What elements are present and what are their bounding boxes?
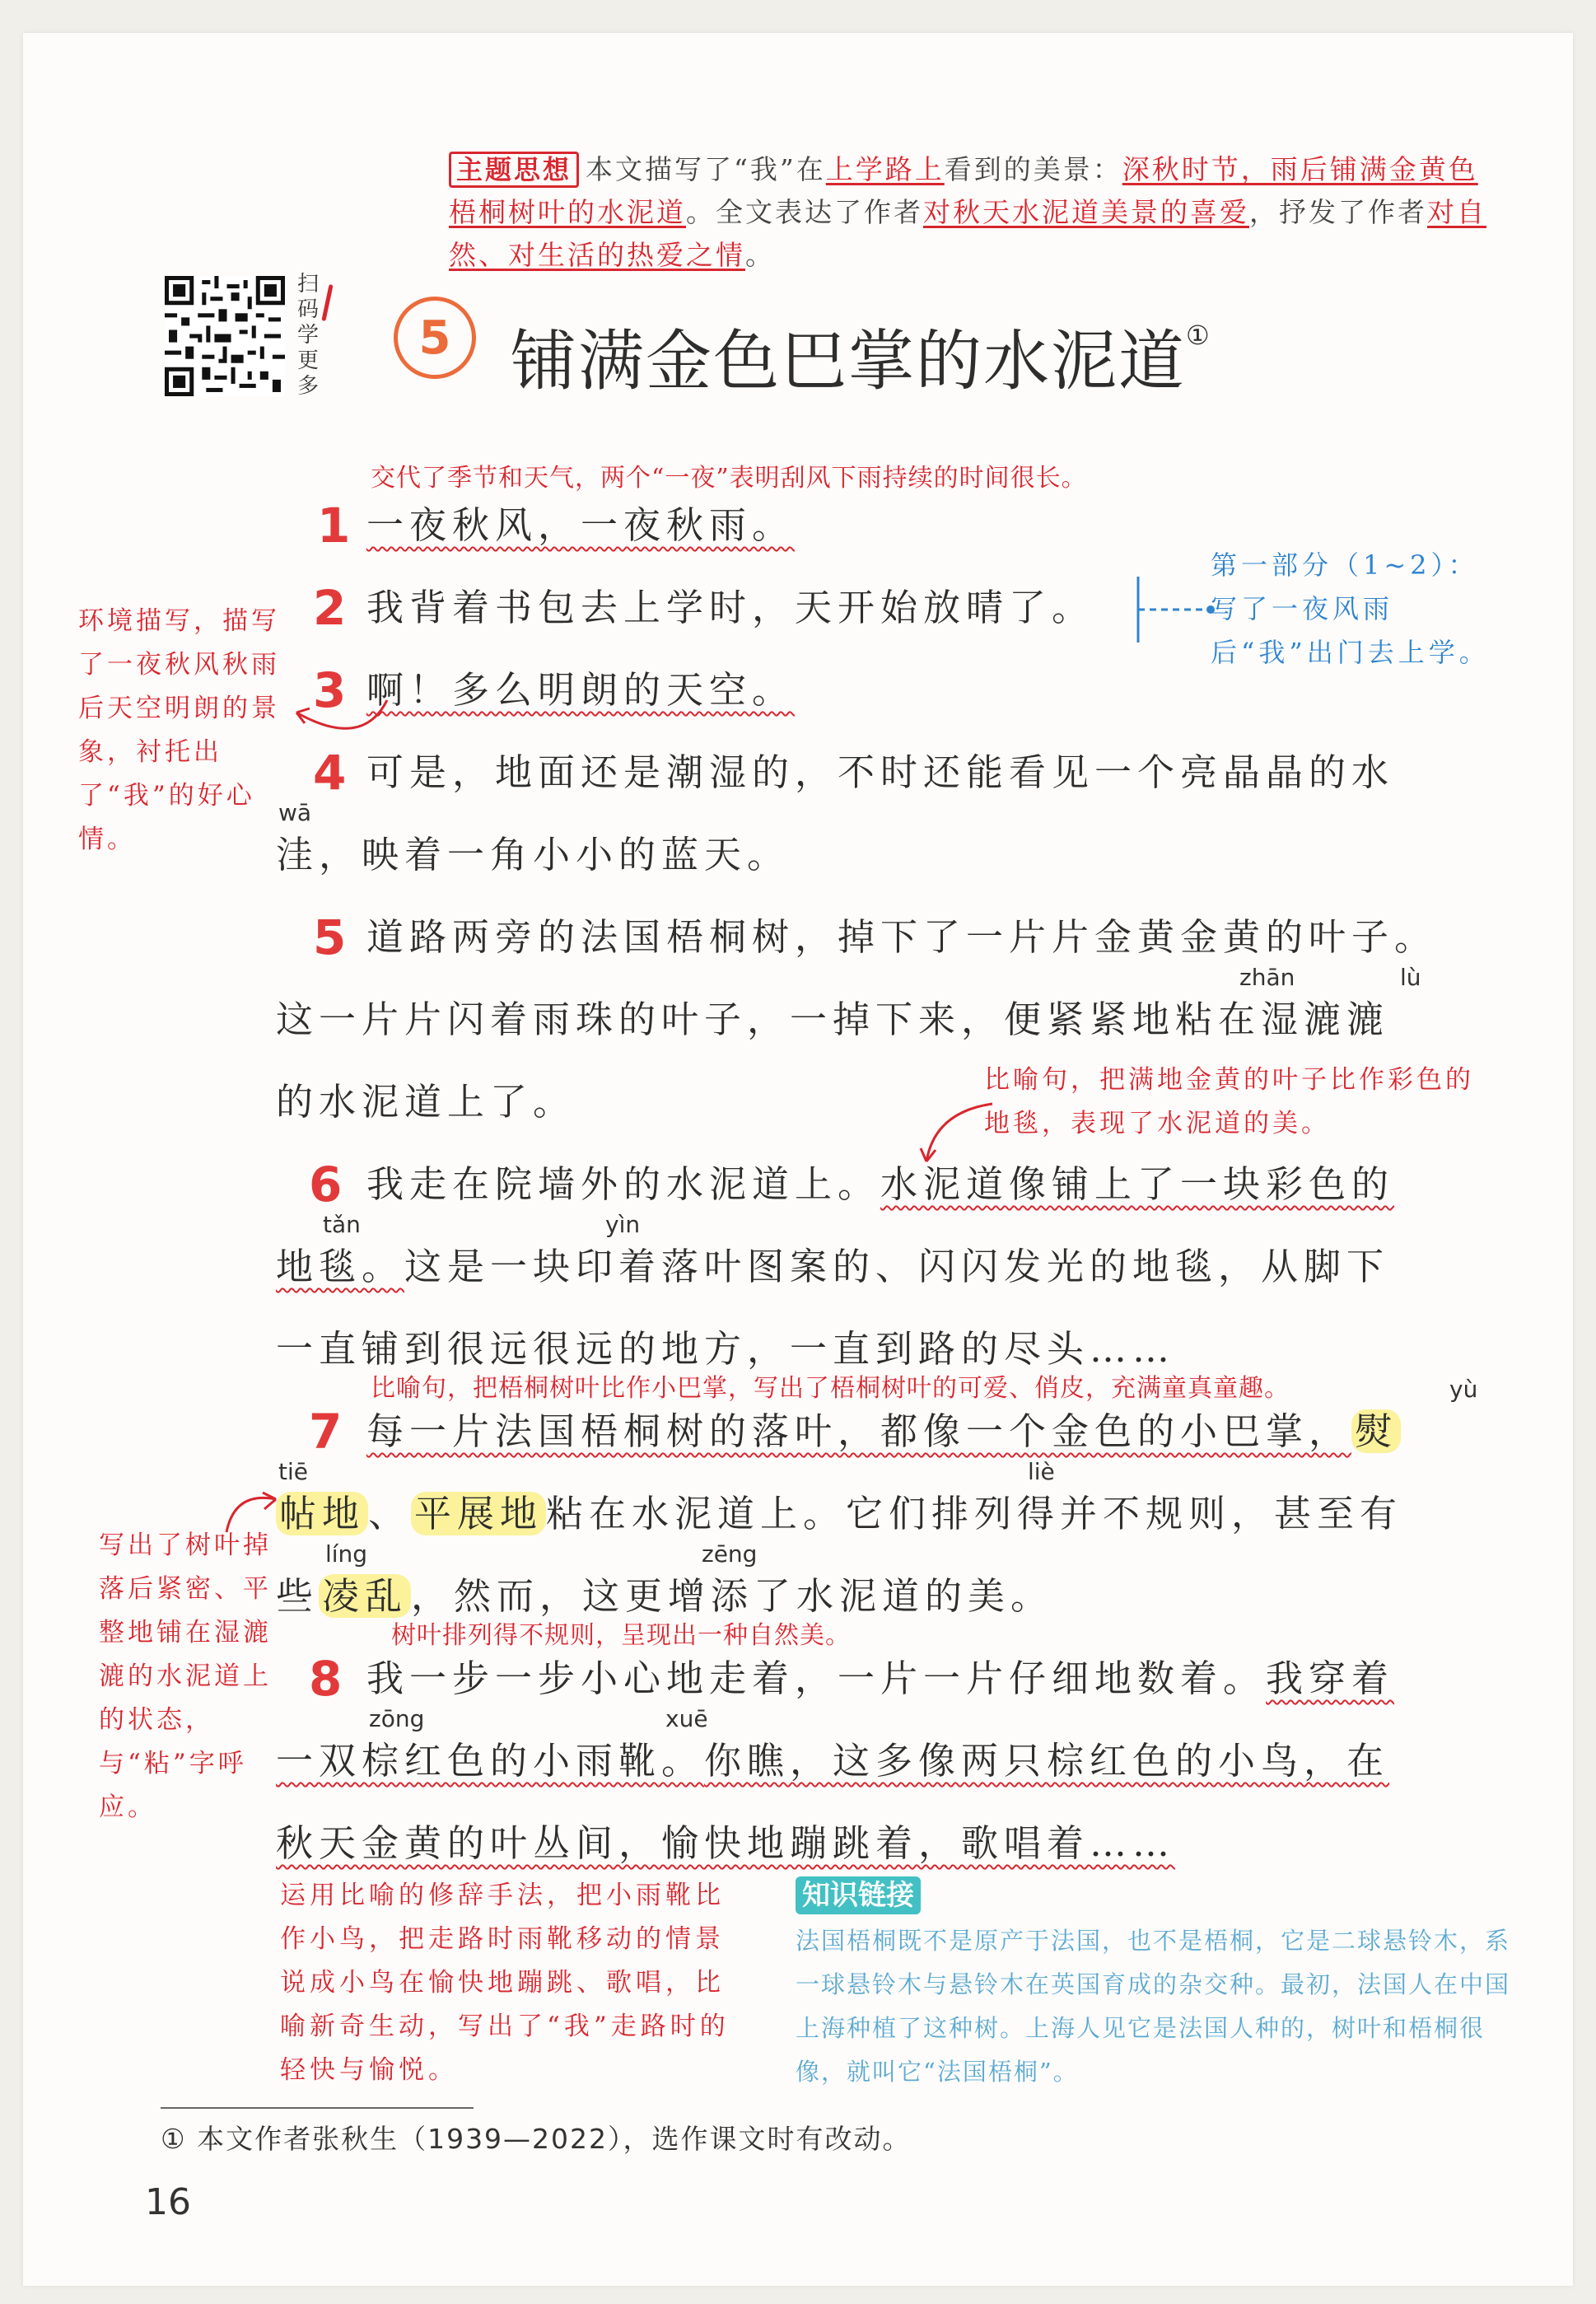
paragraph-number: 1 [317,498,351,554]
note-rain-boots: 运用比喻的修辞手法，把小雨靴比作小鸟，把走路时雨靴移动的情景说成小鸟在愉快地蹦跳、歌唱，比喻新奇生动，写出了“我”走路时的轻快与愉悦。 [280,1881,730,2085]
bracket-connector [1128,568,1219,651]
theme-underline-2: 深秋时节，雨后铺满金黄色梧桐树叶的水泥道 [449,153,1478,228]
p1-text: 一夜秋风，一夜秋雨。 [366,503,796,547]
footnote-divider [161,2107,474,2109]
pinyin: zhān [1239,964,1295,991]
theme-text-2: 看到的美景： [944,153,1122,185]
note-simile-carpet: 比喻句，把满地金黄的叶子比作彩色的地毯，表现了水泥道的美。 [984,1065,1474,1138]
knowledge-link-tag: 知识链接 [796,1876,921,1914]
paragraph-number: 6 [309,1157,343,1213]
paragraph-number: 5 [313,909,347,965]
pinyin: lù [1400,964,1421,991]
part-one-title: 第一部分（1~2）： [1211,549,1479,581]
theme-underline-3: 对秋天水泥道美景的喜爱 [923,196,1249,228]
paragraph-number: 7 [309,1404,343,1460]
lesson-title: 铺满金色巴掌的水泥道① [511,320,1211,400]
note-simile-palm: 比喻句，把梧桐树叶比作小巴掌，写出了梧桐树叶的可爱、俏皮，充满童真童趣。 [371,1374,1290,1403]
knowledge-link-text: 法国梧桐既不是原产于法国，也不是梧桐，它是二球悬铃木，系一球悬铃木与悬铃木在英国育成的杂交种。最初，法国人在中国上海种植了这种树。上海人见它是法国人种的，树叶和梧桐很像，就叫它“法国梧桐”。 [796,1927,1511,2086]
note-season: 交代了季节和天气，两个“一夜”表明刮风下雨持续的时间很长。 [371,464,1087,493]
p6-line-2: 地毯。这是一块印着落叶图案的、闪闪发光的地毯，从脚下 [276,1245,1390,1288]
p8-line-3: 秋天金黄的叶丛间，愉快地蹦跳着，歌唱着…… [276,1821,1176,1865]
pinyin: líng [325,1540,368,1568]
pinyin: xuē [665,1705,708,1732]
arrow-icon [210,1483,284,1540]
part-one-note [1211,544,1507,675]
pinyin: liè [1028,1458,1055,1485]
pinyin: zōng [369,1705,425,1732]
pinyin: tǎn [323,1211,361,1238]
note-leaves-state: 写出了树叶掉落后紧密、平整地铺在湿漉漉的水泥道上的状态，与“粘”字呼应。 [99,1531,272,1822]
p6-line-1: 我走在院墙外的水泥道上。水泥道像铺上了一块彩色的 [366,1162,1395,1206]
footnote: ① 本文作者张秋生（1939—2022），选作课文时有改动。 [161,2123,912,2155]
p5-line-2: 这一片片闪着雨珠的叶子，一掉下来，便紧紧地粘在湿漉漉 [276,998,1390,1041]
paragraph-number: 2 [313,580,347,636]
pinyin: yù [1449,1376,1478,1403]
p8-line-1: 我一步一步小心地走着，一片一片仔细地数着。我穿着 [366,1657,1395,1700]
footnote-mark: ① [1186,320,1211,351]
p5-line-1: 道路两旁的法国梧桐树，掉下了一片片金黄金黄的叶子。 [366,915,1438,959]
theme-underline-1: 上学路上 [825,153,945,185]
qr-label: 扫 码 学 更 多 [296,272,319,399]
paragraph-number: 3 [313,662,347,718]
p4-line-1: 可是，地面还是潮湿的，不时还能看见一个亮晶晶的水 [366,750,1395,794]
p2-text: 我背着书包去上学时，天开始放晴了。 [366,586,1095,629]
paragraph-number: 8 [309,1651,343,1707]
pinyin: wā [278,799,312,826]
p3-text: 啊！多么明朗的天空。 [366,668,796,712]
theme-underline-4: 对自然、对生活的热爱之情 [449,196,1486,271]
pinyin: zēng [702,1540,758,1568]
theme-text-3: 。全文表达了作者 [686,196,923,228]
p6-line-3: 一直铺到很远很远的地方，一直到路的尽头…… [276,1327,1176,1371]
note-environment: 环境描写，描写了一夜秋风秋雨后天空明朗的景象，衬托出了“我”的好心情。 [78,606,280,854]
p8-line-2: 一双棕红色的小雨靴。你瞧，这多像两只棕红色的小鸟，在 [276,1739,1390,1783]
p7-line-3: 些凌乱，然而，这更增添了水泥道的美。 [276,1574,1054,1618]
arrow-icon [914,1096,1005,1170]
pinyin: yìn [605,1211,641,1238]
page-number: 16 [145,2181,191,2223]
paragraph-number: 4 [313,745,347,801]
p7-line-1: 每一片法国梧桐树的落叶，都像一个金色的小巴掌，熨 [366,1407,1401,1456]
theme-text-5: 。 [745,239,775,271]
theme-tag: 主题思想 [449,152,579,188]
qr-code-icon[interactable] [165,276,285,396]
pinyin: tiē [278,1458,308,1485]
p7-line-2: 帖地、平展地粘在水泥道上。它们排列得并不规则，甚至有 [276,1489,1402,1539]
part-one-desc: 写了一夜风雨后“我”出门去上学。 [1211,593,1490,668]
theme-text-1: 本文描写了“我”在 [586,153,826,185]
note-natural-beauty: 树叶排列得不规则，呈现出一种自然美。 [391,1621,851,1650]
lesson-number-badge: 5 [394,297,476,379]
theme-text-4: ，抒发了作者 [1249,196,1427,228]
p5-line-3: 的水泥道上了。 [276,1080,576,1124]
theme-summary [449,148,1486,277]
p4-line-2: 洼，映着一角小小的蓝天。 [276,833,791,876]
